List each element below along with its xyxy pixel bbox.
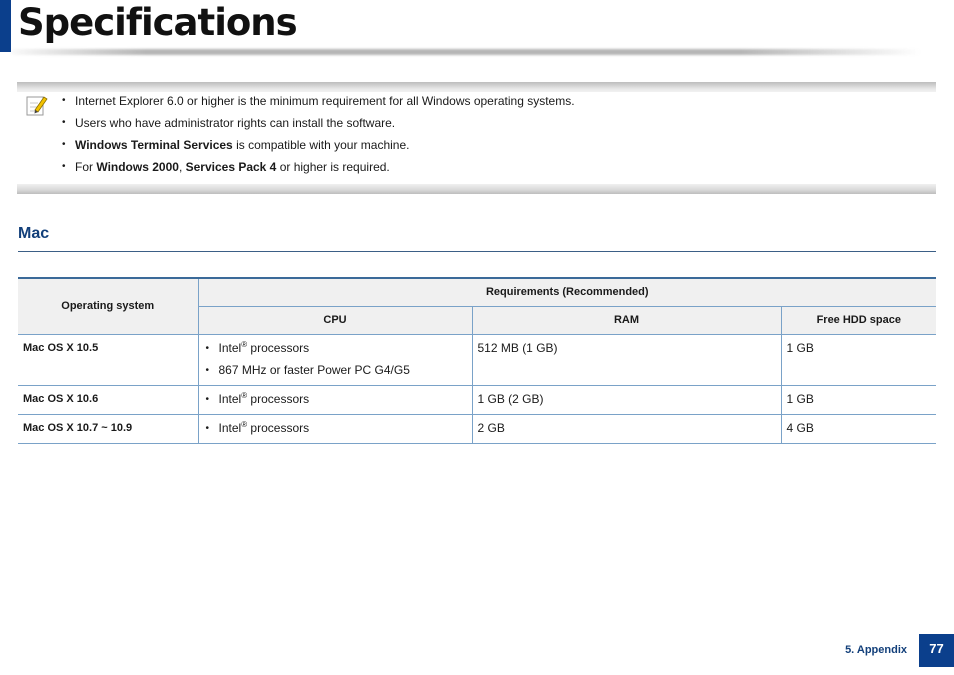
cpu-list bbox=[204, 392, 467, 408]
cpu-text-rest: processors bbox=[247, 340, 310, 355]
cpu-list bbox=[204, 341, 467, 379]
page-number: 77 bbox=[919, 634, 954, 667]
cpu-text: Intel bbox=[218, 340, 242, 355]
registered-mark: ® bbox=[241, 390, 248, 400]
note-pencil-icon bbox=[26, 94, 48, 118]
header-operating-system: Operating system bbox=[18, 278, 198, 334]
note-item bbox=[62, 116, 575, 138]
note-item bbox=[62, 160, 575, 182]
cpu-item bbox=[204, 363, 467, 379]
cpu-text-rest: processors bbox=[247, 391, 310, 406]
header-requirements: Requirements (Recommended) bbox=[198, 278, 936, 306]
table-row bbox=[18, 334, 936, 385]
section-heading-mac: Mac bbox=[18, 225, 50, 242]
ram-cell: 1 GB (2 GB) bbox=[472, 385, 781, 414]
cpu-list bbox=[204, 421, 467, 437]
ram-cell: 2 GB bbox=[472, 414, 781, 443]
header-hdd: Free HDD space bbox=[781, 306, 936, 334]
title-divider bbox=[11, 49, 921, 55]
mac-requirements-table bbox=[18, 277, 936, 444]
cpu-cell bbox=[198, 414, 472, 443]
cpu-text: 867 MHz or faster Power PC G4/G5 bbox=[218, 362, 410, 377]
note-text: , bbox=[178, 160, 186, 174]
registered-mark: ® bbox=[241, 419, 248, 429]
hdd-cell: 1 GB bbox=[781, 385, 936, 414]
note-text: is compatible with your machine. bbox=[232, 138, 410, 152]
table-row bbox=[18, 385, 936, 414]
note-text: Users who have administrator rights can install the software. bbox=[75, 116, 396, 130]
cpu-cell bbox=[198, 385, 472, 414]
header-cpu: CPU bbox=[198, 306, 472, 334]
note-emphasis: Services Pack 4 bbox=[185, 160, 277, 174]
footer-section-label: 5. Appendix bbox=[845, 644, 907, 656]
header-accent-bar bbox=[0, 0, 11, 52]
note-emphasis: Windows Terminal Services bbox=[75, 138, 233, 152]
cpu-text-rest: processors bbox=[247, 420, 310, 435]
section-divider bbox=[18, 251, 936, 252]
note-bottom-bar bbox=[17, 184, 936, 194]
note-item bbox=[62, 94, 575, 116]
note-text: or higher is required. bbox=[276, 160, 390, 174]
hdd-cell: 1 GB bbox=[781, 334, 936, 385]
cpu-item bbox=[204, 421, 467, 437]
os-cell: Mac OS X 10.6 bbox=[18, 385, 198, 414]
note-emphasis: Windows 2000 bbox=[96, 160, 179, 174]
cpu-cell bbox=[198, 334, 472, 385]
registered-mark: ® bbox=[241, 339, 248, 349]
note-text: For bbox=[75, 160, 97, 174]
note-box bbox=[17, 82, 936, 194]
note-text: Internet Explorer 6.0 or higher is the minimum requirement for all Windows operating systems. bbox=[75, 94, 575, 108]
page-title: Specifications bbox=[18, 1, 297, 44]
note-list bbox=[62, 94, 575, 182]
cpu-text: Intel bbox=[218, 391, 242, 406]
cpu-text: Intel bbox=[218, 420, 242, 435]
os-cell: Mac OS X 10.7 ~ 10.9 bbox=[18, 414, 198, 443]
cpu-item bbox=[204, 392, 467, 408]
note-item bbox=[62, 138, 575, 160]
hdd-cell: 4 GB bbox=[781, 414, 936, 443]
cpu-item bbox=[204, 341, 467, 363]
ram-cell: 512 MB (1 GB) bbox=[472, 334, 781, 385]
note-top-bar bbox=[17, 82, 936, 92]
table-row bbox=[18, 414, 936, 443]
os-cell: Mac OS X 10.5 bbox=[18, 334, 198, 385]
header-ram: RAM bbox=[472, 306, 781, 334]
